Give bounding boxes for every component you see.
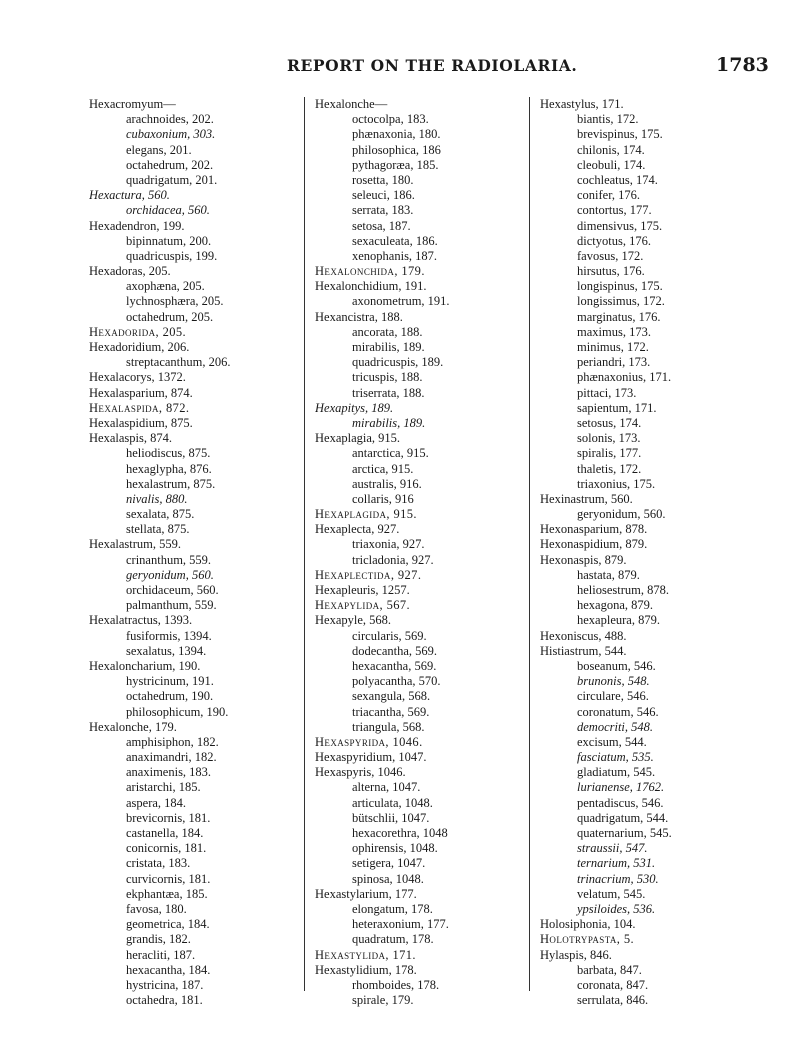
index-entry: Hexancistra, 188. — [315, 309, 403, 324]
index-entry: Hexalonchidium, 191. — [315, 279, 427, 294]
index-subentry: octahedra, 181. — [126, 993, 203, 1008]
index-subentry: philosophicum, 190. — [126, 704, 229, 719]
index-subentry: aspera, 184. — [126, 795, 187, 810]
index-subentry: gladiatum, 545. — [577, 765, 656, 780]
index-subentry: conifer, 176. — [577, 188, 641, 203]
index-entry: Hexaplagia, 915. — [315, 431, 401, 446]
index-subentry: axonometrum, 191. — [352, 294, 450, 309]
index-subentry: pythagoræa, 185. — [352, 157, 439, 172]
index-subentry: hexagona, 879. — [577, 598, 654, 613]
index-subentry: geometrica, 184. — [126, 917, 210, 932]
index-subentry: triangula, 568. — [352, 719, 425, 734]
index-subentry: serrata, 183. — [352, 203, 414, 218]
index-entry: Holotrypasta, 5. — [540, 932, 635, 947]
index-subentry: heracliti, 187. — [126, 947, 196, 962]
index-entry: Hexaspyrida, 1046. — [315, 734, 423, 749]
index-subentry: periandri, 173. — [577, 355, 651, 370]
index-subentry: lurianense, 1762. — [577, 780, 665, 795]
index-subentry: streptacanthum, 206. — [126, 355, 231, 370]
index-subentry: orchidacea, 560. — [126, 203, 210, 218]
index-subentry: triserrata, 188. — [352, 385, 425, 400]
index-entry: Hexastylus, 171. — [540, 97, 624, 111]
index-column-1 — [89, 97, 307, 1008]
index-subentry: curvicornis, 181. — [126, 871, 211, 886]
index-subentry: fasciatum, 535. — [577, 750, 654, 765]
index-entry: Hexaplectida, 927. — [315, 567, 422, 582]
index-subentry: axophæna, 205. — [126, 279, 205, 294]
index-subentry: ekphantæa, 185. — [126, 886, 208, 901]
index-subentry: ophirensis, 1048. — [352, 841, 438, 856]
index-subentry: trinacrium, 530. — [577, 871, 659, 886]
index-entry: Hexalaspis, 874. — [89, 431, 172, 446]
index-entry: Hexapyle, 568. — [315, 613, 392, 628]
index-entry: Hexadendron, 199. — [89, 218, 185, 233]
index-subentry: hexacorethra, 1048 — [352, 826, 448, 840]
index-subentry: triacantha, 569. — [352, 704, 430, 719]
index-entry: Hexonaspis, 879. — [540, 552, 627, 567]
index-subentry: sexalatus, 1394. — [126, 643, 207, 658]
index-subentry: cleobuli, 174. — [577, 157, 646, 172]
index-subentry: anaximandri, 182. — [126, 750, 217, 765]
index-entry: Hexalaspida, 872. — [89, 400, 190, 415]
index-subentry: pittaci, 173. — [577, 385, 637, 400]
index-subentry: minimus, 172. — [577, 340, 649, 354]
index-subentry: heliodiscus, 875. — [126, 446, 211, 461]
index-subentry: articulata, 1048. — [352, 795, 433, 810]
page-number: 1783 — [716, 54, 769, 76]
index-subentry: palmanthum, 559. — [126, 598, 217, 613]
index-entry: Hexoniscus, 488. — [540, 628, 627, 643]
index-subentry: cristata, 183. — [126, 856, 191, 871]
index-subentry: spirale, 179. — [352, 993, 414, 1008]
index-subentry: quaternarium, 545. — [577, 826, 672, 840]
index-subentry: amphisiphon, 182. — [126, 734, 219, 749]
index-subentry: biantis, 172. — [577, 112, 639, 127]
index-subentry: philosophica, 186 — [352, 142, 441, 157]
index-subentry: octahedrum, 205. — [126, 309, 214, 324]
index-entry: Hexastylida, 171. — [315, 947, 416, 962]
index-subentry: serrulata, 846. — [577, 993, 649, 1008]
index-subentry: tricuspis, 188. — [352, 370, 423, 385]
index-subentry: excisum, 544. — [577, 734, 647, 749]
index-subentry: anaximenis, 183. — [126, 765, 212, 780]
index-subentry: mirabilis, 189. — [352, 340, 425, 354]
index-entry: Hexalonchida, 179. — [315, 264, 425, 279]
index-subentry: polyacantha, 570. — [352, 674, 441, 689]
index-entry: Hexastylarium, 177. — [315, 886, 417, 901]
index-entry: Hexaplagida, 915. — [315, 507, 417, 522]
index-entry: Hexonaspidium, 879. — [540, 537, 648, 552]
index-subentry: seleuci, 186. — [352, 188, 415, 203]
index-subentry: hastata, 879. — [577, 567, 640, 582]
index-subentry: democriti, 548. — [577, 719, 654, 734]
index-subentry: sexangula, 568. — [352, 689, 431, 704]
index-subentry: ypsiloides, 536. — [577, 901, 656, 916]
index-subentry: dimensivus, 175. — [577, 218, 663, 233]
index-subentry: elegans, 201. — [126, 142, 192, 157]
index-entry: Hexalacorys, 1372. — [89, 370, 186, 385]
index-subentry: sexalata, 875. — [126, 507, 195, 522]
index-subentry: favosus, 172. — [577, 248, 644, 263]
index-subentry: ternarium, 531. — [577, 856, 656, 871]
index-subentry: maximus, 173. — [577, 324, 651, 339]
index-subentry: coronatum, 546. — [577, 704, 659, 719]
index-subentry: circularis, 569. — [352, 628, 427, 643]
index-subentry: mirabilis, 189. — [352, 415, 426, 430]
index-subentry: coronata, 847. — [577, 977, 649, 992]
index-subentry: straussii, 547. — [577, 841, 648, 856]
index-subentry: geryonidum, 560. — [577, 507, 666, 522]
index-subentry: alterna, 1047. — [352, 780, 421, 795]
index-subentry: geryonidum, 560. — [126, 567, 214, 582]
index-entry: Histiastrum, 544. — [540, 643, 627, 658]
index-subentry: favosa, 180. — [126, 901, 187, 916]
running-title: REPORT ON THE RADIOLARIA. — [287, 56, 578, 75]
index-subentry: hirsutus, 176. — [577, 264, 645, 279]
index-subentry: contortus, 177. — [577, 203, 652, 218]
index-subentry: heliosestrum, 878. — [577, 583, 670, 597]
index-subentry: phænaxonius, 171. — [577, 370, 672, 385]
index-subentry: sexaculeata, 186. — [352, 233, 438, 248]
index-subentry: triaxonius, 175. — [577, 476, 656, 491]
index-subentry: quadrigatum, 544. — [577, 810, 669, 825]
index-entry: Hexadoras, 205. — [89, 264, 171, 279]
index-entry: Hexalaspidium, 875. — [89, 415, 193, 430]
index-subentry: boseanum, 546. — [577, 658, 656, 673]
index-subentry: longispinus, 175. — [577, 279, 663, 294]
index-subentry: solonis, 173. — [577, 431, 641, 446]
index-subentry: aristarchi, 185. — [126, 780, 201, 795]
index-subentry: brevicornis, 181. — [126, 810, 211, 825]
index-subentry: brunonis, 548. — [577, 674, 650, 689]
index-entry: Hexadoridium, 206. — [89, 340, 190, 354]
index-subentry: arctica, 915. — [352, 461, 414, 476]
index-subentry: longissimus, 172. — [577, 294, 665, 309]
index-column-2 — [315, 97, 533, 1008]
index-subentry: castanella, 184. — [126, 826, 204, 840]
index-subentry: conicornis, 181. — [126, 841, 207, 856]
index-subentry: crinanthum, 559. — [126, 552, 212, 567]
index-subentry: dictyotus, 176. — [577, 233, 651, 248]
index-entry: Hexalastrum, 559. — [89, 537, 181, 552]
index-subentry: arachnoides, 202. — [126, 112, 214, 127]
index-subentry: cubaxonium, 303. — [126, 127, 216, 142]
index-entry: Hexalasparium, 874. — [89, 385, 193, 400]
index-subentry: elongatum, 178. — [352, 901, 433, 916]
index-subentry: pentadiscus, 546. — [577, 795, 664, 810]
index-subentry: antarctica, 915. — [352, 446, 429, 461]
index-subentry: heteraxonium, 177. — [352, 917, 449, 932]
index-subentry: orchidaceum, 560. — [126, 583, 219, 597]
index-subentry: hexacantha, 184. — [126, 962, 211, 977]
index-subentry: circulare, 546. — [577, 689, 649, 704]
index-entry: Hexacromyum— — [89, 97, 176, 111]
index-subentry: spiralis, 177. — [577, 446, 642, 461]
index-entry: Hexactura, 560. — [89, 188, 170, 203]
index-subentry: marginatus, 176. — [577, 309, 661, 324]
index-subentry: octahedrum, 202. — [126, 157, 214, 172]
column-divider — [529, 97, 530, 991]
index-subentry: collaris, 916 — [352, 491, 414, 506]
index-entry: Hexaspyridium, 1047. — [315, 750, 427, 765]
index-subentry: quadrigatum, 201. — [126, 172, 218, 187]
index-subentry: phænaxonia, 180. — [352, 127, 441, 142]
index-subentry: brevispinus, 175. — [577, 127, 663, 142]
index-entry: Hexonasparium, 878. — [540, 522, 648, 537]
index-subentry: setosa, 187. — [352, 218, 411, 233]
index-entry: Hexapitys, 189. — [315, 400, 394, 415]
index-entry: Hexalonche, 179. — [89, 719, 177, 734]
index-entry: Hexinastrum, 560. — [540, 491, 633, 506]
index-entry: Hexaplecta, 927. — [315, 522, 400, 537]
index-subentry: stellata, 875. — [126, 522, 190, 537]
index-subentry: grandis, 182. — [126, 932, 191, 947]
index-subentry: hexapleura, 879. — [577, 613, 660, 628]
index-subentry: hystricina, 187. — [126, 977, 204, 992]
index-subentry: rhomboides, 178. — [352, 977, 440, 992]
index-subentry: thaletis, 172. — [577, 461, 642, 476]
index-subentry: cochleatus, 174. — [577, 172, 658, 187]
index-subentry: quadricuspis, 199. — [126, 248, 218, 263]
index-subentry: bipinnatum, 200. — [126, 233, 212, 248]
index-subentry: sapientum, 171. — [577, 400, 657, 415]
index-subentry: dodecantha, 569. — [352, 643, 438, 658]
index-subentry: fusiformis, 1394. — [126, 628, 212, 643]
index-subentry: rosetta, 180. — [352, 172, 414, 187]
index-entry: Hexapleuris, 1257. — [315, 583, 410, 597]
index-subentry: lychnosphæra, 205. — [126, 294, 224, 309]
index-subentry: quadratum, 178. — [352, 932, 434, 947]
index-subentry: chilonis, 174. — [577, 142, 645, 157]
index-subentry: australis, 916. — [352, 476, 422, 491]
index-entry: Hexadorida, 205. — [89, 324, 187, 339]
index-subentry: xenophanis, 187. — [352, 248, 438, 263]
index-subentry: octocolpa, 183. — [352, 112, 429, 127]
index-subentry: hexalastrum, 875. — [126, 476, 216, 491]
index-subentry: setigera, 1047. — [352, 856, 426, 871]
index-subentry: spinosa, 1048. — [352, 871, 424, 886]
index-subentry: octahedrum, 190. — [126, 689, 214, 704]
index-subentry: setosus, 174. — [577, 415, 642, 430]
index-subentry: tricladonia, 927. — [352, 552, 434, 567]
index-entry: Hexalonche— — [315, 97, 388, 111]
index-subentry: hexaglypha, 876. — [126, 461, 212, 476]
index-entry: Hexalatractus, 1393. — [89, 613, 193, 628]
index-subentry: barbata, 847. — [577, 962, 642, 977]
page-header — [0, 56, 800, 80]
index-subentry: bütschlii, 1047. — [352, 810, 430, 825]
index-subentry: nivalis, 880. — [126, 491, 188, 506]
index-entry: Hexastylidium, 178. — [315, 962, 417, 977]
index-subentry: hystricinum, 191. — [126, 674, 214, 689]
index-subentry: hexacantha, 569. — [352, 658, 437, 673]
index-entry: Hexapylida, 567. — [315, 598, 411, 613]
index-subentry: velatum, 545. — [577, 886, 646, 901]
index-subentry: triaxonia, 927. — [352, 537, 425, 552]
index-entry: Holosiphonia, 104. — [540, 917, 636, 932]
index-subentry: ancorata, 188. — [352, 324, 423, 339]
index-entry: Hylaspis, 846. — [540, 947, 612, 962]
index-entry: Hexaloncharium, 190. — [89, 658, 201, 673]
column-divider — [304, 97, 305, 991]
index-subentry: quadricuspis, 189. — [352, 355, 444, 370]
index-entry: Hexaspyris, 1046. — [315, 765, 406, 780]
index-column-3 — [540, 97, 758, 1008]
